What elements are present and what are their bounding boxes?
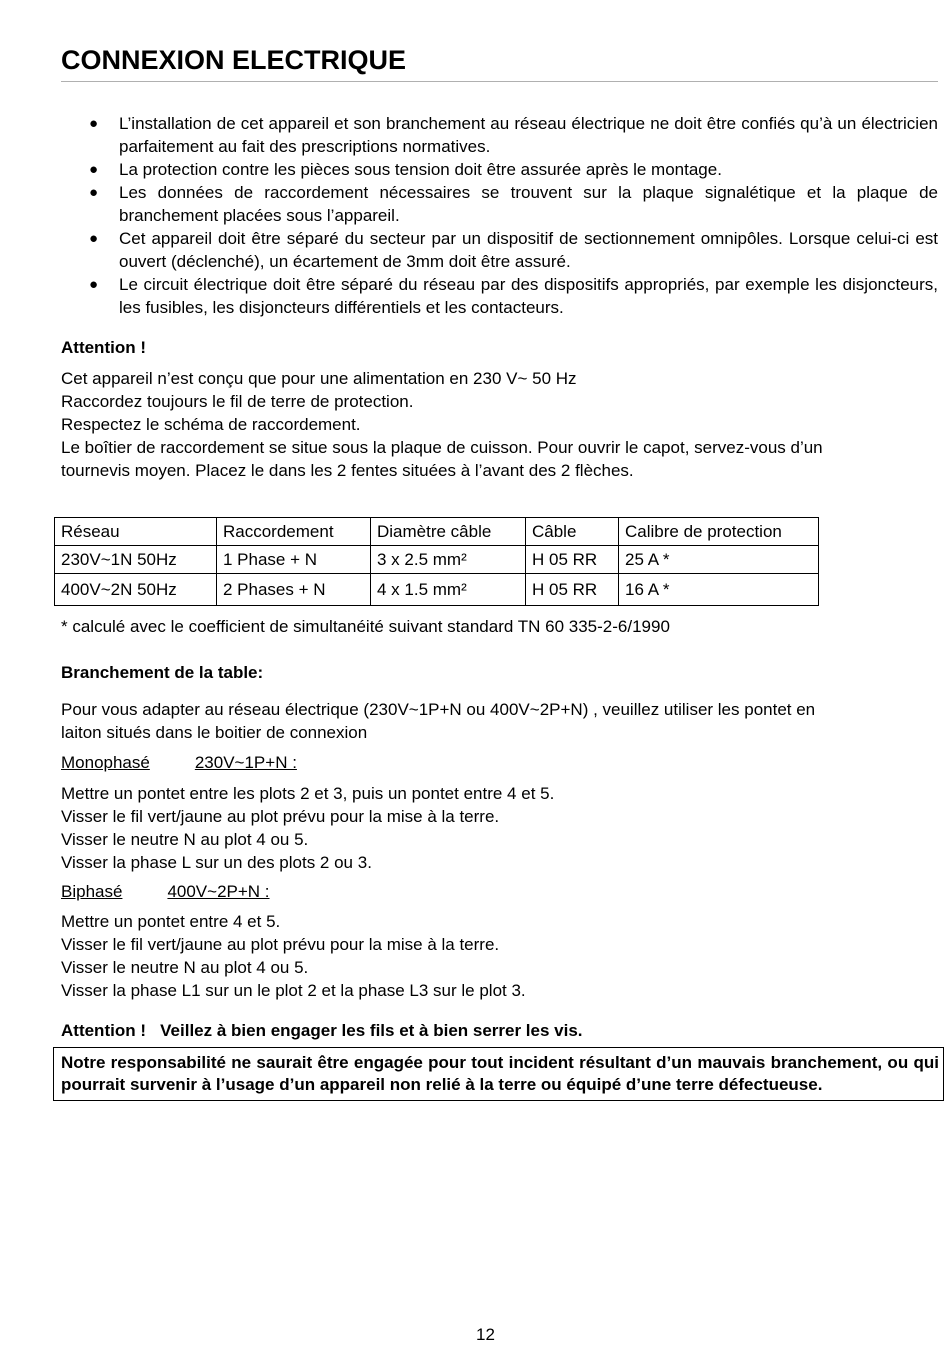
table-footnote: * calculé avec le coefficient de simultanéité suivant standard TN 60 335-2-6/1990 xyxy=(61,617,670,636)
table-cell: 400V~2N 50Hz xyxy=(55,574,217,606)
bi-label-text: Biphasé xyxy=(61,882,123,901)
attention-line: Respectez le schéma de raccordement. xyxy=(61,415,361,434)
liability-notice: Notre responsabilité ne saurait être engagée pour tout incident résultant d’un mauvais branchement, ou qui pourrait survenir à l’usage d’un appareil non relié à la terre ou équipé d’une terre défectueuse. xyxy=(53,1047,944,1101)
list-item-text: Cet appareil doit être séparé du secteur par un dispositif de sectionnement omnipôles. Lorsque celui-ci est ouvert (déclenché), un écartement de 3mm doit être assuré. xyxy=(119,229,938,271)
section-heading: Branchement de la table: xyxy=(61,663,264,682)
step-line: Visser le fil vert/jaune au plot prévu pour la mise à la terre. xyxy=(61,935,500,954)
mono-spec-text: 230V~1P+N : xyxy=(194,753,297,772)
table-row xyxy=(55,574,819,606)
list-item xyxy=(61,112,938,158)
page-number: 12 xyxy=(476,1325,495,1344)
mono-gap xyxy=(150,751,195,774)
list-item xyxy=(61,227,938,273)
mono-label-text: Monophasé xyxy=(61,753,150,772)
bullet-icon: ● xyxy=(89,115,99,132)
attention-line: Le boîtier de raccordement se situe sous la plaque de cuisson. Pour ouvrir le capot, servez-vous d’un xyxy=(61,438,823,457)
bi-gap xyxy=(122,880,167,903)
intro-line: Pour vous adapter au réseau électrique (230V~1P+N ou 400V~2P+N) , veuillez utiliser les pontet en xyxy=(61,700,816,719)
attention-line: tournevis moyen. Placez le dans les 2 fentes situées à l’avant des 2 flèches. xyxy=(61,461,634,480)
monophase-steps xyxy=(61,782,938,874)
table-cell: H 05 RR xyxy=(526,574,619,606)
table-cell: 1 Phase + N xyxy=(217,546,371,574)
bullet-icon: ● xyxy=(89,161,99,178)
step-line: Mettre un pontet entre 4 et 5. xyxy=(61,912,281,931)
list-item-text: Les données de raccordement nécessaires se trouvent sur la plaque signalétique et la plaque de branchement placées sous l’appareil. xyxy=(119,183,938,225)
list-item-text: Le circuit électrique doit être séparé du réseau par des dispositifs appropriés, par exemple les disjoncteurs, les fusibles, les disjoncteurs différentiels et les contacteurs. xyxy=(119,275,938,317)
bi-spec-text: 400V~2P+N : xyxy=(167,882,270,901)
requirements-list xyxy=(61,112,938,319)
table-header-cell: Câble xyxy=(526,518,619,546)
table-header-cell: Diamètre câble xyxy=(371,518,526,546)
table-cell: 2 Phases + N xyxy=(217,574,371,606)
list-item xyxy=(61,158,938,181)
attention-heading: Attention ! xyxy=(61,338,146,357)
step-line: Visser la phase L sur un des plots 2 ou 3. xyxy=(61,853,372,872)
step-line: Visser le fil vert/jaune au plot prévu pour la mise à la terre. xyxy=(61,807,500,826)
table-header-cell: Réseau xyxy=(55,518,217,546)
step-line: Visser la phase L1 sur un le plot 2 et la phase L3 sur le plot 3. xyxy=(61,981,526,1000)
page-title: CONNEXION ELECTRIQUE xyxy=(61,45,407,75)
table-header-row xyxy=(55,518,819,546)
list-item xyxy=(61,181,938,227)
table-row xyxy=(55,546,819,574)
table-cell: 25 A * xyxy=(619,546,819,574)
step-line: Visser le neutre N au plot 4 ou 5. xyxy=(61,958,309,977)
list-item-text: L’installation de cet appareil et son branchement au réseau électrique ne doit être confiés qu’à un électricien parfaitement au fait des prescriptions normatives. xyxy=(119,114,938,156)
bullet-icon: ● xyxy=(89,184,99,201)
step-line: Visser le neutre N au plot 4 ou 5. xyxy=(61,830,309,849)
bullet-icon: ● xyxy=(89,276,99,293)
table-cell: 3 x 2.5 mm² xyxy=(371,546,526,574)
attention-paragraph xyxy=(61,367,938,482)
bullet-icon: ● xyxy=(89,230,99,247)
table-cell: 4 x 1.5 mm² xyxy=(371,574,526,606)
branchement-intro xyxy=(61,698,938,744)
table-cell: H 05 RR xyxy=(526,546,619,574)
table-header-cell: Calibre de protection xyxy=(619,518,819,546)
table-header-cell: Raccordement xyxy=(217,518,371,546)
list-item-text: La protection contre les pièces sous tension doit être assurée après le montage. xyxy=(119,160,722,179)
table-cell: 230V~1N 50Hz xyxy=(55,546,217,574)
biphase-label xyxy=(61,880,270,903)
title-divider xyxy=(61,81,938,82)
list-item xyxy=(61,273,938,319)
step-line: Mettre un pontet entre les plots 2 et 3, puis un pontet entre 4 et 5. xyxy=(61,784,555,803)
attention-line: Raccordez toujours le fil de terre de protection. xyxy=(61,392,414,411)
attention-warning: Attention ! Veillez à bien engager les fils et à bien serrer les vis. xyxy=(61,1021,583,1040)
connection-table xyxy=(54,517,819,606)
monophase-label xyxy=(61,751,297,774)
attention-line: Cet appareil n’est conçu que pour une alimentation en 230 V~ 50 Hz xyxy=(61,369,577,388)
table-cell: 16 A * xyxy=(619,574,819,606)
biphase-steps xyxy=(61,910,938,1002)
intro-line: laiton situés dans le boitier de connexion xyxy=(61,723,368,742)
